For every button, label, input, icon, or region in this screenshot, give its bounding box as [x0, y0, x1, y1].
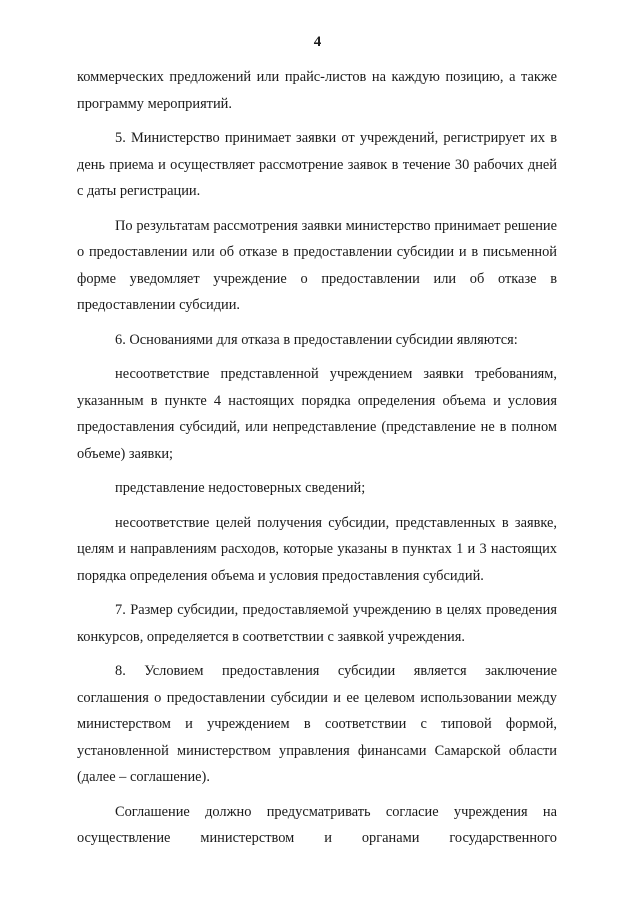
- paragraph-refusal-reason-2: представление недостоверных сведений;: [115, 480, 366, 496]
- paragraph-item-5: 5. Министерство принимает заявки от учреждений, регистрирует их в день приема и осуществляет рассмотрение заявок в течение 30 рабочих дней с даты регистрации.: [77, 130, 557, 199]
- paragraph-refusal-reason-3: несоответствие целей получения субсидии, представленных в заявке, целям и направлениям расходов, которые указаны в пунктах 1 и 3 настоящих порядка определения объема и условия предоставления субсидий.: [77, 514, 557, 584]
- paragraph-review-results: По результатам рассмотрения заявки министерство принимает решение о предоставлении или об отказе в предоставлении субсидии и в письменной форме уведомляет учреждение о предоставлении или об отказе в предоставлении субсидии.: [77, 217, 557, 313]
- document-body: [77, 64, 557, 852]
- paragraph-item-8: 8. Условием предоставления субсидии является заключение соглашения о предоставлении субсидии и ее целевом использовании между министерством и учреждением в соответствии с типовой формой, установленной министерством управления финансами Самарской области (далее – соглашение).: [77, 663, 557, 785]
- paragraph-refusal-reason-1: несоответствие представленной учреждением заявки требованиям, указанным в пункте 4 настоящих порядка определения объема и условия предоставления субсидий, или непредставление (представление не в полном объеме) заявки;: [77, 366, 557, 462]
- paragraph-item-7: 7. Размер субсидии, предоставляемой учреждению в целях проведения конкурсов, определяется в соответствии с заявкой учреждения.: [77, 602, 557, 645]
- page-number: 4: [313, 34, 322, 50]
- paragraph-item-6: 6. Основаниями для отказа в предоставлении субсидии являются:: [115, 331, 518, 348]
- paragraph-continuation: коммерческих предложений или прайс-листов на каждую позицию, а также программу мероприятий.: [77, 69, 557, 112]
- paragraph-agreement: Соглашение должно предусматривать согласие учреждения на осуществление министерством и органами государственного: [77, 803, 557, 846]
